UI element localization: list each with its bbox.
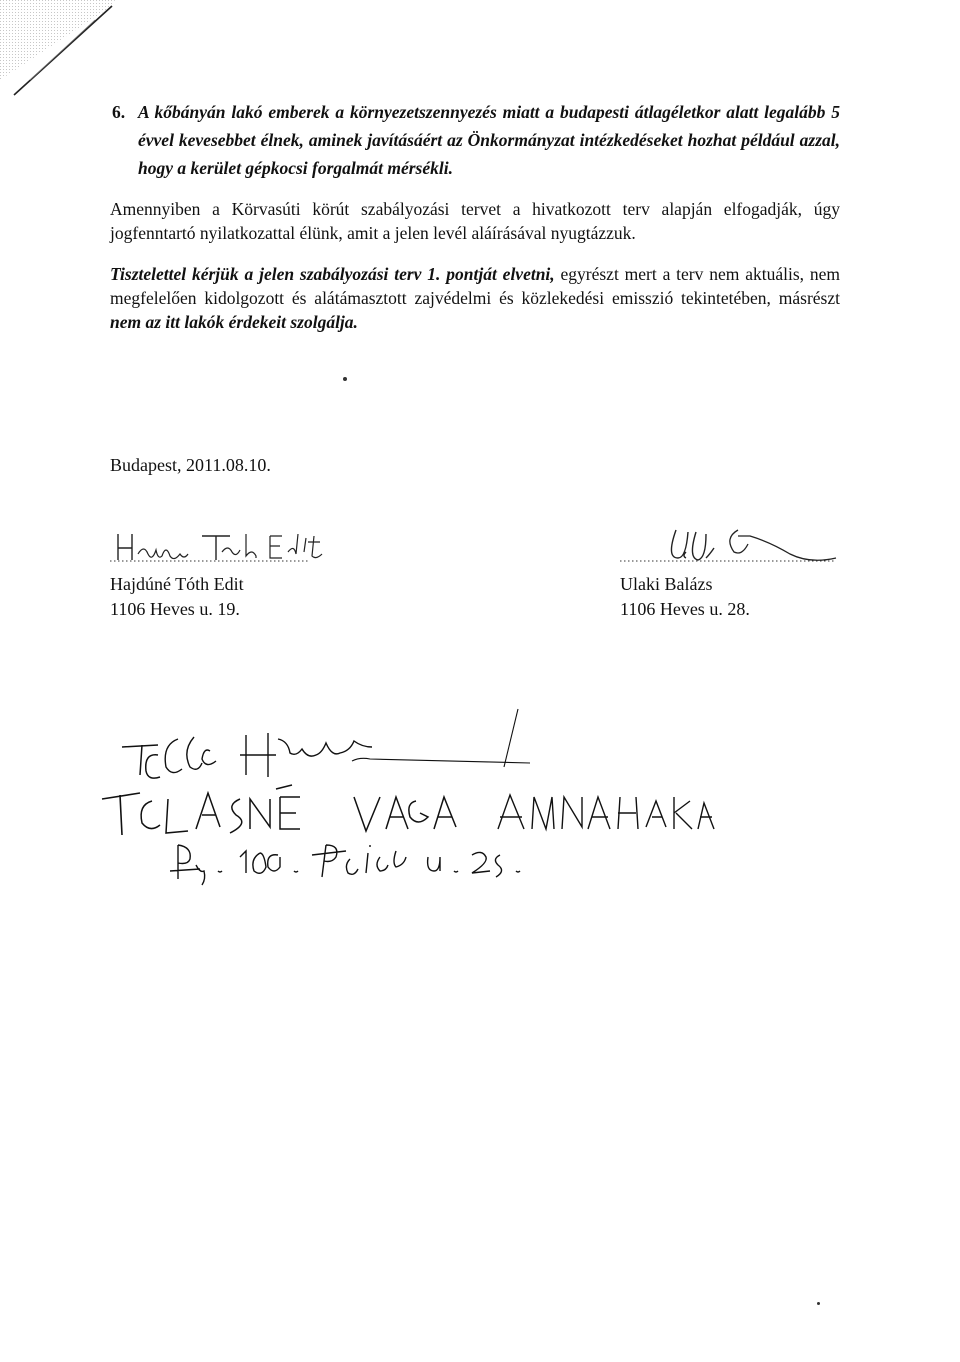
signature-2 [620,512,860,572]
signatory-1-address: 1106 Heves u. 19. [110,599,240,619]
handwritten-signature-block [100,705,860,900]
paragraph-request [110,262,840,334]
paragraph-reservation: Amennyiben a Körvasúti körút szabályozási tervet a hivatkozott terv alapján elfogadják, úgy jogfenntartó nyilatkozattal élünk, amit a jelen levél aláírásával nyugtázzuk. [110,199,840,243]
stray-dot [343,377,347,381]
signatory-1 [110,512,370,622]
signatory-1-name: Hajdúné Tóth Edit [110,574,244,594]
request-bold-end: nem az itt lakók érdekeit szolgálja. [110,312,358,332]
signature-1 [110,512,350,572]
point-6 [110,98,840,182]
request-middle: egyrészt mert a terv nem aktuális, nem megfelelően kidolgozott és alátámasztott zajvédelmi és közlekedési emisszió tekintetében, másrészt [110,264,840,308]
handwritten-signature [100,705,860,895]
date-line: Budapest, 2011.08.10. [110,455,271,475]
signatory-2-address: 1106 Heves u. 28. [620,599,750,619]
point-6-text: A kőbányán lakó emberek a környezetszennyezés miatt a budapesti átlagéletkor alatt legalább 5 évvel kevesebbet élnek, aminek javításáért az Önkormányzat intézkedéseket hozhat például azzal, hogy a kerület gépkocsi forgalmát mérsékli. [138,102,840,178]
stray-dot [817,1302,820,1305]
signatory-2 [620,512,860,622]
request-bold-start: Tisztelettel kérjük a jelen szabályozási terv 1. pontját elvetni, [110,264,555,284]
scan-corner-mark [0,0,140,110]
point-number: 6. [112,102,126,122]
signatory-2-name: Ulaki Balázs [620,574,713,594]
